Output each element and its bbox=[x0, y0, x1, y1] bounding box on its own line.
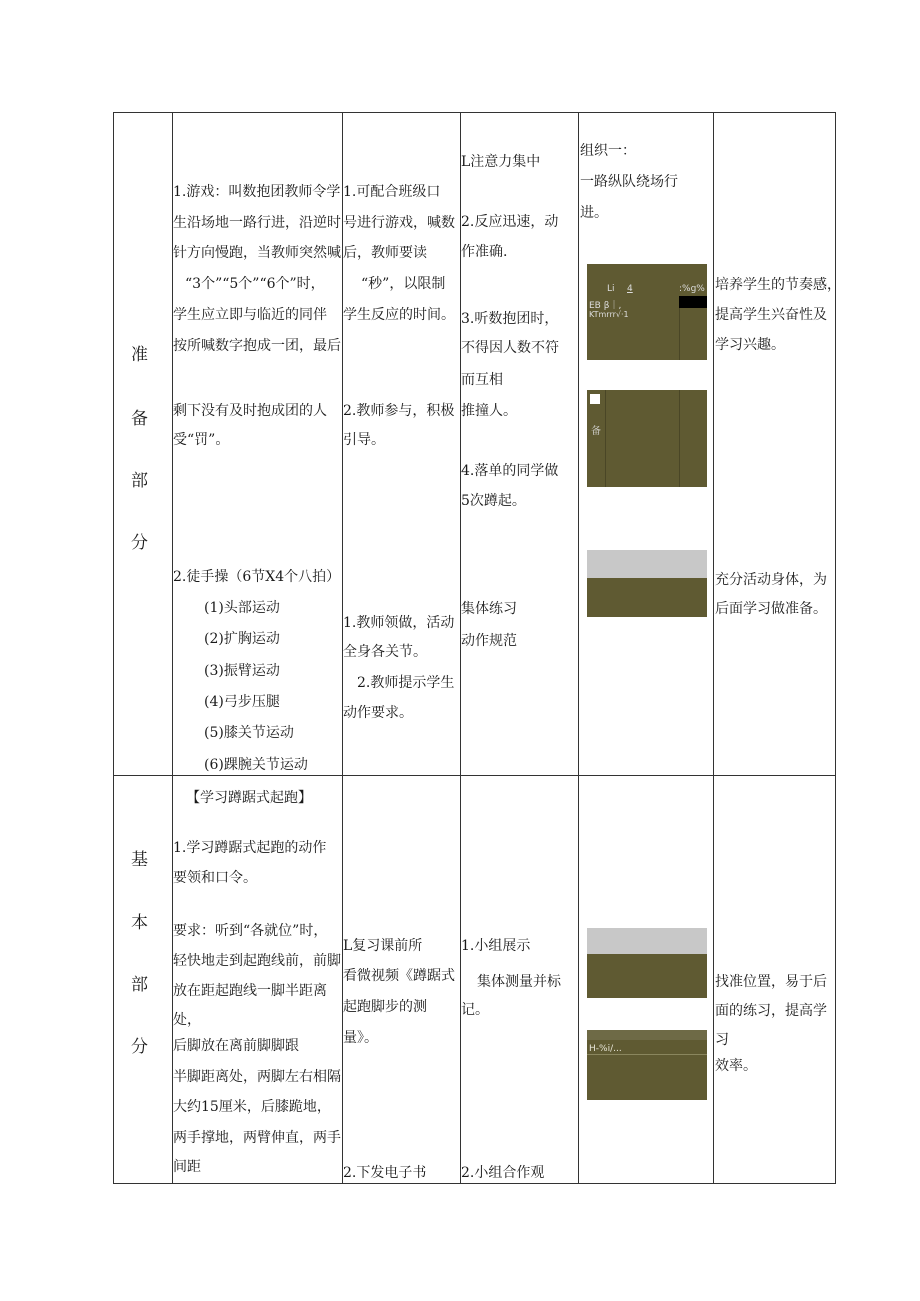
student-line: 作准确. bbox=[461, 244, 508, 260]
teacher-line: L复习课前所 bbox=[343, 938, 423, 954]
divider bbox=[679, 308, 680, 360]
student-line: 5次蹲起。 bbox=[461, 493, 526, 509]
teacher-line: 1.教师领做，活动 bbox=[343, 615, 455, 631]
content-line: (3)振臂运动 bbox=[204, 663, 280, 679]
intent-line: 后面学习做准备。 bbox=[715, 601, 827, 617]
white-marker bbox=[590, 394, 600, 404]
intent-line: 习 bbox=[715, 1032, 729, 1048]
content-line: 1.游戏：叫数抱团教师令学 bbox=[173, 184, 341, 200]
student-line: 记。 bbox=[461, 1002, 489, 1018]
student-line: 集体练习 bbox=[461, 601, 517, 617]
image-header bbox=[587, 1030, 707, 1040]
divider bbox=[605, 390, 606, 487]
intent-line: 找准位置，易于后 bbox=[715, 974, 827, 990]
teacher-line: 引导。 bbox=[343, 432, 385, 448]
col-line-1 bbox=[113, 112, 114, 1184]
content-line: 轻快地走到起跑线前，前脚 bbox=[173, 953, 341, 969]
content-line: (6)踝腕关节运动 bbox=[204, 757, 308, 773]
image-header bbox=[587, 550, 707, 578]
formation-image-1: Li 4 :%g% EB β｜, KTmrrr√·1 bbox=[587, 264, 707, 360]
student-line: 推撞人。 bbox=[461, 403, 517, 419]
col-line-6 bbox=[713, 112, 714, 1184]
content-line: 后脚放在离前脚脚跟 bbox=[173, 1038, 299, 1054]
content-line: “3个”“5个”“6个”时， bbox=[185, 276, 325, 292]
content-line: 大约15厘米，后膝跪地， bbox=[173, 1099, 331, 1115]
teacher-line: 量》。 bbox=[343, 1030, 378, 1046]
teacher-line: 2.下发电子书 bbox=[343, 1165, 427, 1181]
student-line: L注意力集中 bbox=[461, 154, 541, 170]
content-line: (5)膝关节运动 bbox=[204, 725, 294, 741]
intent-line: 充分活动身体，为 bbox=[715, 572, 827, 588]
image-header bbox=[587, 928, 707, 954]
content-line: 放在距起跑线一脚半距离 bbox=[173, 983, 327, 999]
content-line: (2)扩胸运动 bbox=[204, 631, 280, 647]
teacher-line: 全身各关节。 bbox=[343, 644, 427, 660]
intent-line: 面的练习，提高学 bbox=[715, 1003, 827, 1019]
intent-line: 效率。 bbox=[715, 1058, 757, 1074]
student-line: 2.反应迅速，动 bbox=[461, 214, 559, 230]
content-line: 1.学习蹲踞式起跑的动作 bbox=[173, 840, 327, 856]
intent-line: 学习兴趣。 bbox=[715, 337, 785, 353]
content-line: 间距 bbox=[173, 1159, 201, 1175]
formation-image-5: H-%i/... bbox=[587, 1030, 707, 1100]
content-line: 生沿场地一路行进，沿逆时 bbox=[173, 215, 341, 231]
teacher-line: 看微视频《蹲踞式 bbox=[343, 968, 455, 984]
content-line: 要求：听到“各就位”时， bbox=[173, 923, 328, 939]
teacher-line: 2.教师提示学生 bbox=[357, 675, 455, 691]
intent-line: 培养学生的节奏感， bbox=[715, 277, 841, 293]
divider bbox=[679, 390, 680, 487]
table-top-border bbox=[113, 112, 836, 113]
content-line: (4)弓步压腿 bbox=[204, 694, 280, 710]
formation-image-2: 备 bbox=[587, 390, 707, 487]
col-line-5 bbox=[578, 112, 579, 1184]
org-line: 一路纵队绕场行 bbox=[580, 174, 678, 190]
formation-image-4 bbox=[587, 928, 707, 998]
teacher-line: “秒”，以限制 bbox=[361, 276, 446, 292]
divider bbox=[587, 1054, 707, 1055]
student-line: 不得因人数不符 bbox=[461, 340, 559, 356]
student-line: 而互相 bbox=[461, 372, 503, 388]
table-section-divider bbox=[113, 775, 836, 776]
teacher-line: 号进行游戏，喊数 bbox=[343, 215, 455, 231]
student-line: 2.小组合作观 bbox=[461, 1165, 545, 1181]
student-line: 动作规范 bbox=[461, 633, 517, 649]
org-line: 进。 bbox=[580, 205, 608, 221]
student-line: 3.听数抱团时， bbox=[461, 311, 559, 327]
content-line: 按所喊数字抱成一团，最后 bbox=[173, 338, 341, 354]
content-line: 要领和口令。 bbox=[173, 870, 257, 886]
content-line: 剩下没有及时抱成团的人 bbox=[173, 403, 327, 419]
teacher-line: 动作要求。 bbox=[343, 705, 413, 721]
formation-image-3 bbox=[587, 550, 707, 617]
content-line: (1)头部运动 bbox=[204, 600, 280, 616]
intent-line: 提高学生兴奋性及 bbox=[715, 307, 827, 323]
content-line: 受“罚”。 bbox=[173, 432, 230, 448]
content-line: 针方向慢跑，当教师突然喊 bbox=[173, 245, 341, 261]
teacher-line: 学生反应的时间。 bbox=[343, 307, 455, 323]
org-line: 组织一： bbox=[580, 143, 636, 159]
content-line: 两手撑地，两臂伸直，两手 bbox=[173, 1130, 341, 1146]
student-line: 4.落单的同学做 bbox=[461, 463, 559, 479]
table-bottom-border bbox=[113, 1183, 836, 1184]
content-heading: 【学习蹲踞式起跑】 bbox=[186, 790, 312, 806]
black-marker bbox=[679, 296, 707, 308]
student-line: 集体测量并标 bbox=[477, 974, 561, 990]
teacher-line: 后，教师要读 bbox=[343, 245, 427, 261]
content-line: 处， bbox=[173, 1012, 201, 1028]
content-line: 半脚距离处，两脚左右相隔 bbox=[173, 1069, 341, 1085]
col-line-7 bbox=[835, 112, 836, 1184]
teacher-line: 2.教师参与，积极 bbox=[343, 403, 455, 419]
student-line: 1.小组展示 bbox=[461, 938, 531, 954]
content-line: 学生应立即与临近的同伴 bbox=[173, 307, 327, 323]
content-line: 2.徒手操（6节X4个八拍） bbox=[173, 569, 341, 585]
teacher-line: 1.可配合班级口 bbox=[343, 184, 441, 200]
teacher-line: 起跑脚步的测 bbox=[343, 999, 427, 1015]
